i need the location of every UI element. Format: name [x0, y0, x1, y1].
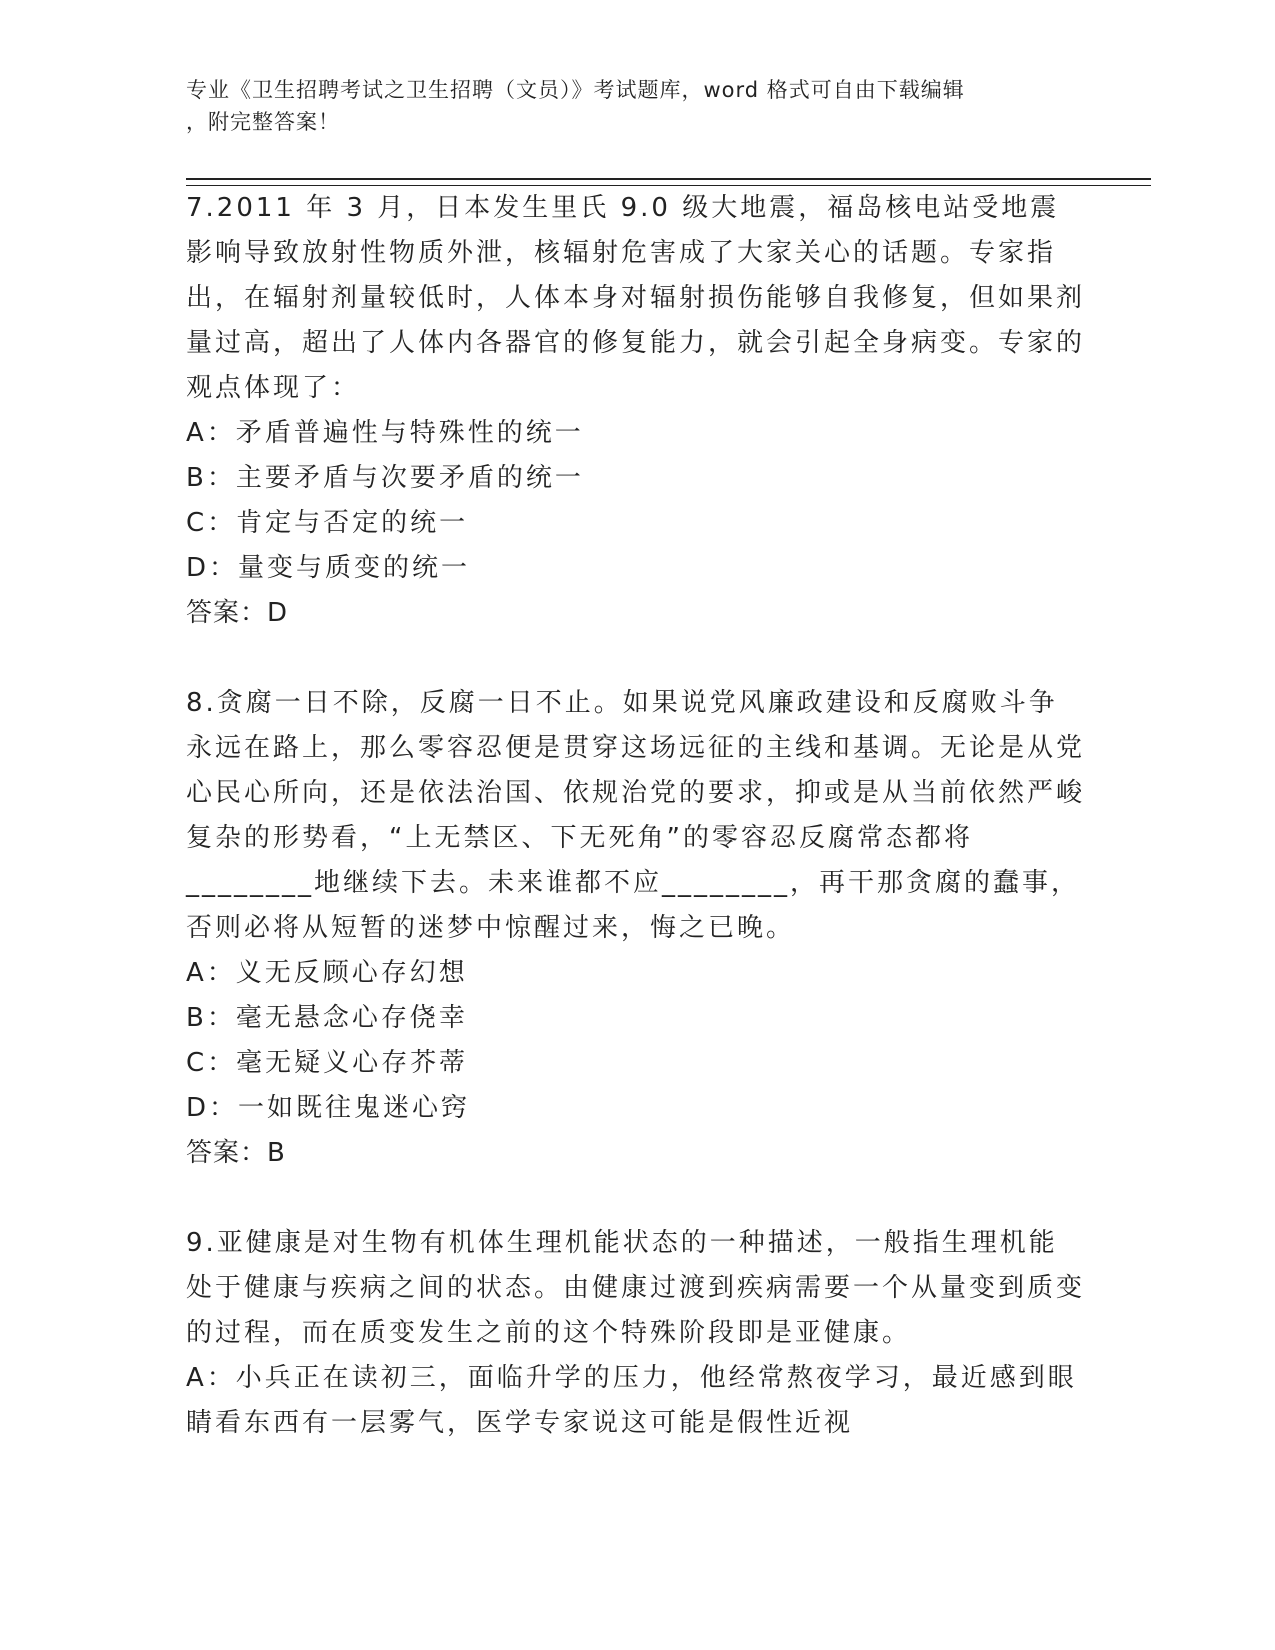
option-b: B：毫无悬念心存侥幸 — [186, 1003, 468, 1033]
header-line-2: ，附完整答案！ — [186, 110, 340, 134]
option-d: D：一如既往鬼迷心窍 — [186, 1093, 471, 1123]
option-c: C：肯定与否定的统一 — [186, 508, 469, 538]
option-a: A：矛盾普遍性与特殊性的统一 — [186, 418, 584, 448]
header-line-1: 专业《卫生招聘考试之卫生招聘（文员）》考试题库，word 格式可自由下载编辑 — [186, 78, 965, 102]
option-d: D：量变与质变的统一 — [186, 553, 471, 583]
question-text: 9.亚健康是对生物有机体生理机能状态的一种描述，一般指生理机能处于健康与疾病之间的状态。由健康过渡到疾病需要一个从量变到质变的过程，而在质变发生之前的这个特殊阶段即是亚健康。 — [186, 1228, 1086, 1348]
question-list — [186, 186, 1086, 1446]
answer: 答案：B — [186, 1138, 286, 1168]
option-a: A：义无反顾心存幻想 — [186, 958, 468, 988]
option-a: A：小兵正在读初三，面临升学的压力，他经常熬夜学习，最近感到眼睛看东西有一层雾气，医学专家说这可能是假性近视 — [186, 1363, 1077, 1438]
spacer — [186, 636, 1086, 681]
option-c: C：毫无疑义心存芥蒂 — [186, 1048, 469, 1078]
header-divider — [186, 178, 1151, 186]
question-text: 7.2011 年 3 月，日本发生里氏 9.0 级大地震，福岛核电站受地震影响导致放射性物质外泄，核辐射危害成了大家关心的话题。专家指出，在辐射剂量较低时，人体本身对辐射损伤能够自我修复，但如果剂量过高，超出了人体内各器官的修复能力，就会引起全身病变。专家的观点体现了： — [186, 193, 1086, 403]
document-header — [186, 74, 1066, 138]
answer: 答案：D — [186, 598, 289, 628]
question-text: 8.贪腐一日不除，反腐一日不止。如果说党风廉政建设和反腐败斗争永远在路上，那么零容忍便是贯穿这场远征的主线和基调。无论是从党心民心所向，还是依法治国、依规治党的要求，抑或是从当前依然严峻复杂的形势看，“上无禁区、下无死角”的零容忍反腐常态都将________地继续下去。未来谁都不应________，再干那贪腐的蠢事，否则必将从短暂的迷梦中惊醒过来，悔之已晚。 — [186, 688, 1086, 943]
question-8 — [186, 681, 1086, 1176]
option-b: B：主要矛盾与次要矛盾的统一 — [186, 463, 584, 493]
spacer — [186, 1176, 1086, 1221]
question-9 — [186, 1221, 1086, 1446]
question-7 — [186, 186, 1086, 636]
